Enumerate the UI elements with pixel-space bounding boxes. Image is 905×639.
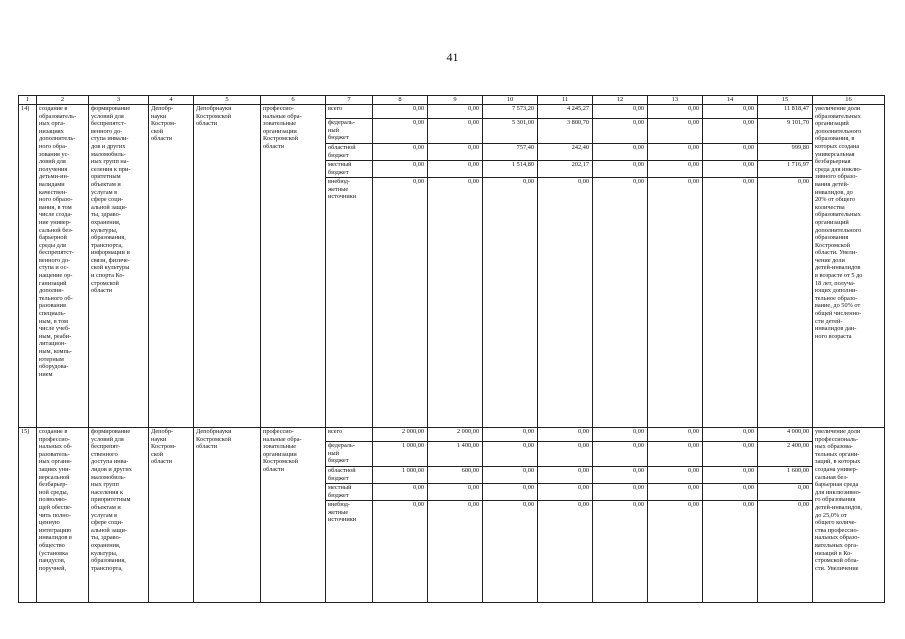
funding-value: 0,00 [703, 105, 758, 119]
funding-value: 0,00 [593, 105, 648, 119]
funding-value: 999,80 [758, 144, 813, 161]
funding-value: 0,00 [703, 442, 758, 467]
funding-value: 0,00 [428, 144, 483, 161]
column-header: 11 [538, 96, 593, 105]
funding-value: 0,00 [648, 442, 703, 467]
participant: профессио- нальные обра- зовательные организации Костромской области [261, 105, 326, 428]
funding-value: 4 245,27 [538, 105, 593, 119]
row-number: 15) [19, 428, 37, 603]
funding-value: 0,00 [593, 442, 648, 467]
expected-result: увеличение доли образовательных организаций дополнительного образования, в которых создана универсальная безбарьерная среда для инклю- зивного образо- вания детей- инвалидов, до 20% от общего количества образовательных организаций дополнительного образования Костромской области. Увели- чение доли детей-инвалидов в возрасте от 5 до 18 лет, получа- ющих дополни- тельное образо- вание, до 50% от общей численно- сти детей- инвалидов дан- ного возраста [813, 105, 885, 428]
funding-value: 0,00 [538, 501, 593, 603]
funding-value: 0,00 [758, 501, 813, 603]
column-header: 6 [261, 96, 326, 105]
column-header: 3 [89, 96, 149, 105]
row-number: 14) [19, 105, 37, 428]
funding-value: 3 800,70 [538, 119, 593, 144]
column-header: 13 [648, 96, 703, 105]
activity-name: создание в образователь- ных орга- низациях дополнитель- ного обра- зования ус- ловий для получения детьми-ин- валидами качествен- ного образо- вания, в том числе созда- ние универ- сальной без- барьерной среды для беспрепятст- венного до- ступа и ос- нащение ор- ганизаций дополни- тельного об- разования специаль- ным, в том числе учеб- ным, реаби- литацион- ным, компь- ютерным оборудова- нием [37, 105, 89, 428]
funding-value: 0,00 [483, 178, 538, 428]
funding-value: 0,00 [538, 178, 593, 428]
funding-source: местный бюджет [326, 161, 373, 178]
funding-source: всего [326, 105, 373, 119]
funding-value: 0,00 [428, 105, 483, 119]
funding-value: 1 600,00 [758, 467, 813, 484]
funding-value: 757,40 [483, 144, 538, 161]
funding-value: 0,00 [538, 442, 593, 467]
funding-value: 600,00 [428, 467, 483, 484]
coexecutor: Депобрнауки Костромской области [194, 428, 261, 603]
funding-value: 2 400,00 [758, 442, 813, 467]
funding-value: 11 818,47 [758, 105, 813, 119]
funding-value: 4 000,00 [758, 428, 813, 442]
funding-value: 7 573,20 [483, 105, 538, 119]
funding-source: областной бюджет [326, 144, 373, 161]
funding-value: 0,00 [648, 178, 703, 428]
funding-source: федераль- ный бюджет [326, 119, 373, 144]
funding-source: внебюд- жетные источники [326, 178, 373, 428]
funding-value: 0,00 [593, 178, 648, 428]
funding-value: 0,00 [483, 484, 538, 501]
column-header: 7 [326, 96, 373, 105]
funding-value: 0,00 [538, 428, 593, 442]
column-header: 9 [428, 96, 483, 105]
column-header: 10 [483, 96, 538, 105]
funding-value: 0,00 [483, 467, 538, 484]
funding-value: 0,00 [703, 501, 758, 603]
funding-value: 1 000,00 [373, 467, 428, 484]
funding-value: 0,00 [593, 428, 648, 442]
funding-value: 0,00 [648, 105, 703, 119]
column-header: 14 [703, 96, 758, 105]
funding-value: 0,00 [758, 178, 813, 428]
funding-value: 1 716,97 [758, 161, 813, 178]
column-number-row [19, 96, 885, 105]
funding-value: 0,00 [373, 119, 428, 144]
funding-value: 0,00 [593, 484, 648, 501]
funding-value: 0,00 [593, 119, 648, 144]
funding-value: 0,00 [703, 144, 758, 161]
column-header: 5 [194, 96, 261, 105]
funding-value: 0,00 [373, 144, 428, 161]
coexecutor: Депобрнауки Костромской области [194, 105, 261, 428]
funding-value: 0,00 [703, 178, 758, 428]
table-row [19, 105, 885, 119]
column-header: 4 [149, 96, 194, 105]
funding-value: 0,00 [483, 428, 538, 442]
column-header: 2 [37, 96, 89, 105]
funding-source: федераль- ный бюджет [326, 442, 373, 467]
funding-value: 0,00 [428, 161, 483, 178]
funding-value: 0,00 [703, 161, 758, 178]
funding-value: 0,00 [428, 178, 483, 428]
funding-value: 202,17 [538, 161, 593, 178]
funding-value: 0,00 [703, 119, 758, 144]
funding-value: 0,00 [648, 501, 703, 603]
column-header: 8 [373, 96, 428, 105]
activity-goal: формирование условий для беспрепятст- венного до- ступа инвали- дов и других маломобиль- ных групп на- селения к при- оритетным объектам и услугам в сфере соци- альной защи- ты, здраво- охранения, культуры, образования, транспорта, информации и связи, физиче- ской культуры и спорта Ко- стромской области [89, 105, 149, 428]
funding-value: 0,00 [593, 467, 648, 484]
funding-value: 242,40 [538, 144, 593, 161]
funding-value: 0,00 [758, 484, 813, 501]
column-header: 12 [593, 96, 648, 105]
funding-value: 0,00 [648, 119, 703, 144]
expected-result: увеличение доли профессиональ- ных образова- тельных органи- заций, в которых создана универ- сальная без- барьерная среда для инклюзивно- го образования детей-инвалидов, до 25,0% от общего количе- ства профессио- нальных образо- вательных орга- низаций в Ко- стромской обла- сти. Увеличение [813, 428, 885, 603]
funding-value: 0,00 [428, 501, 483, 603]
responsible-executor: Депобр- науки Костром- ской области [149, 105, 194, 428]
funding-value: 0,00 [428, 119, 483, 144]
funding-value: 1 514,80 [483, 161, 538, 178]
funding-value: 0,00 [538, 467, 593, 484]
funding-value: 0,00 [593, 144, 648, 161]
funding-value: 0,00 [538, 484, 593, 501]
funding-value: 0,00 [703, 484, 758, 501]
column-header: 1 [19, 96, 37, 105]
funding-value: 0,00 [373, 484, 428, 501]
program-activities-table [18, 95, 885, 603]
column-header: 15 [758, 96, 813, 105]
funding-value: 0,00 [648, 161, 703, 178]
funding-value: 1 400,00 [428, 442, 483, 467]
funding-value: 0,00 [593, 161, 648, 178]
funding-value: 0,00 [593, 501, 648, 603]
funding-source: местный бюджет [326, 484, 373, 501]
funding-value: 0,00 [703, 467, 758, 484]
funding-value: 0,00 [483, 501, 538, 603]
participant: профессио- нальные обра- зовательные организации Костромской области [261, 428, 326, 603]
column-header: 16 [813, 96, 885, 105]
funding-value: 0,00 [648, 144, 703, 161]
funding-source: внебюд- жетные источники [326, 501, 373, 603]
funding-value: 0,00 [373, 501, 428, 603]
funding-source: всего [326, 428, 373, 442]
funding-value: 0,00 [648, 484, 703, 501]
funding-value: 0,00 [483, 442, 538, 467]
funding-value: 2 000,00 [373, 428, 428, 442]
funding-value: 0,00 [428, 484, 483, 501]
funding-value: 0,00 [703, 428, 758, 442]
responsible-executor: Депобр- науки Костром- ской области [149, 428, 194, 603]
funding-source: областной бюджет [326, 467, 373, 484]
funding-value: 0,00 [373, 178, 428, 428]
table-row [19, 428, 885, 442]
funding-value: 0,00 [373, 161, 428, 178]
activity-name: создание в профессио- нальных об- разователь- ных органи- зациях уни- версальной безбарьер- ной среды, позволяю- щей обеспе- чить полно- ценную интеграцию инвалидов в общество (установка пандусов, поручней, [37, 428, 89, 603]
funding-value: 0,00 [373, 105, 428, 119]
funding-value: 2 000,00 [428, 428, 483, 442]
funding-value: 0,00 [648, 467, 703, 484]
funding-value: 5 301,00 [483, 119, 538, 144]
funding-value: 1 000,00 [373, 442, 428, 467]
funding-value: 9 101,70 [758, 119, 813, 144]
funding-value: 0,00 [648, 428, 703, 442]
activity-goal: формирование условий для беспрепят- ственного доступа инва- лидов и других маломобиль- ных групп населения к приоритетным объектам и услугам в сфере соци- альной защи- ты, здраво- охранения, культуры, образования, транспорта, [89, 428, 149, 603]
page-number: 41 [446, 50, 459, 64]
